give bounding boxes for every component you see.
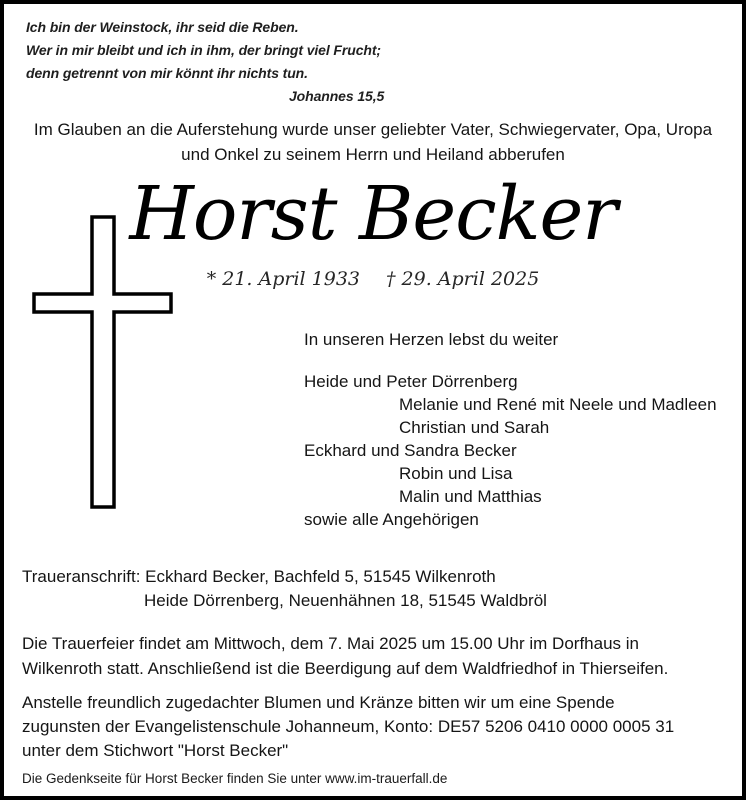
funeral-info (22, 631, 668, 681)
cross-icon (31, 214, 174, 510)
funeral-line-2: Wilkenroth statt. Anschließend ist die Beerdigung auf dem Waldfriedhof in Thierseifen. (22, 659, 669, 678)
family-line: Christian und Sarah (399, 418, 550, 437)
quote-line-3: denn getrennt von mir könnt ihr nichts tun. (26, 65, 308, 81)
donation-info (22, 691, 674, 763)
mourning-address-line-2: Heide Dörrenberg, Neuenhähnen 18, 51545 Waldbröl (144, 591, 547, 610)
bible-quote (26, 16, 384, 108)
family-line: Malin und Matthias (399, 487, 542, 506)
mourning-address (22, 565, 547, 613)
birth-date: * 21. April 1933 (206, 268, 360, 290)
quote-line-1: Ich bin der Weinstock, ihr seid die Reben. (26, 19, 299, 35)
family-line: Robin und Lisa (399, 464, 513, 483)
announcement-line-1: Im Glauben an die Auferstehung wurde unser geliebter Vater, Schwiegervater, Opa, Uropa (33, 120, 713, 139)
mourning-address-line-1: Traueranschrift: Eckhard Becker, Bachfeld 5, 51545 Wilkenroth (22, 567, 496, 586)
family-line: Melanie und René mit Neele und Madleen (399, 395, 717, 414)
funeral-line-1: Die Trauerfeier findet am Mittwoch, dem 7. Mai 2025 um 15.00 Uhr im Dorfhaus in (22, 634, 639, 653)
donation-line-2: zugunsten der Evangelistenschule Johanneum, Konto: DE57 5206 0410 0000 0005 31 (22, 717, 675, 736)
donation-line-3: unter dem Stichwort "Horst Becker" (22, 741, 289, 760)
announcement-line-2: und Onkel zu seinem Herrn und Heiland abberufen (181, 145, 565, 164)
death-date: † 29. April 2025 (386, 268, 540, 290)
family-section (304, 328, 717, 531)
quote-line-2: Wer in mir bleibt und ich in ihm, der bringt viel Frucht; (26, 42, 381, 58)
family-line: sowie alle Angehörigen (304, 510, 479, 529)
family-line: Heide und Peter Dörrenberg (304, 372, 518, 391)
announcement-text (8, 117, 738, 167)
donation-line-1: Anstelle freundlich zugedachter Blumen und Kränze bitten wir um eine Spende (22, 693, 615, 712)
family-line: Eckhard und Sandra Becker (304, 441, 517, 460)
quote-attribution: Johannes 15,5 (289, 88, 385, 104)
memorial-page-note: Die Gedenkseite für Horst Becker finden Sie unter www.im-trauerfall.de (22, 771, 448, 786)
deceased-name: Horst Becker (129, 171, 617, 257)
condolence-line: In unseren Herzen lebst du weiter (304, 330, 559, 349)
